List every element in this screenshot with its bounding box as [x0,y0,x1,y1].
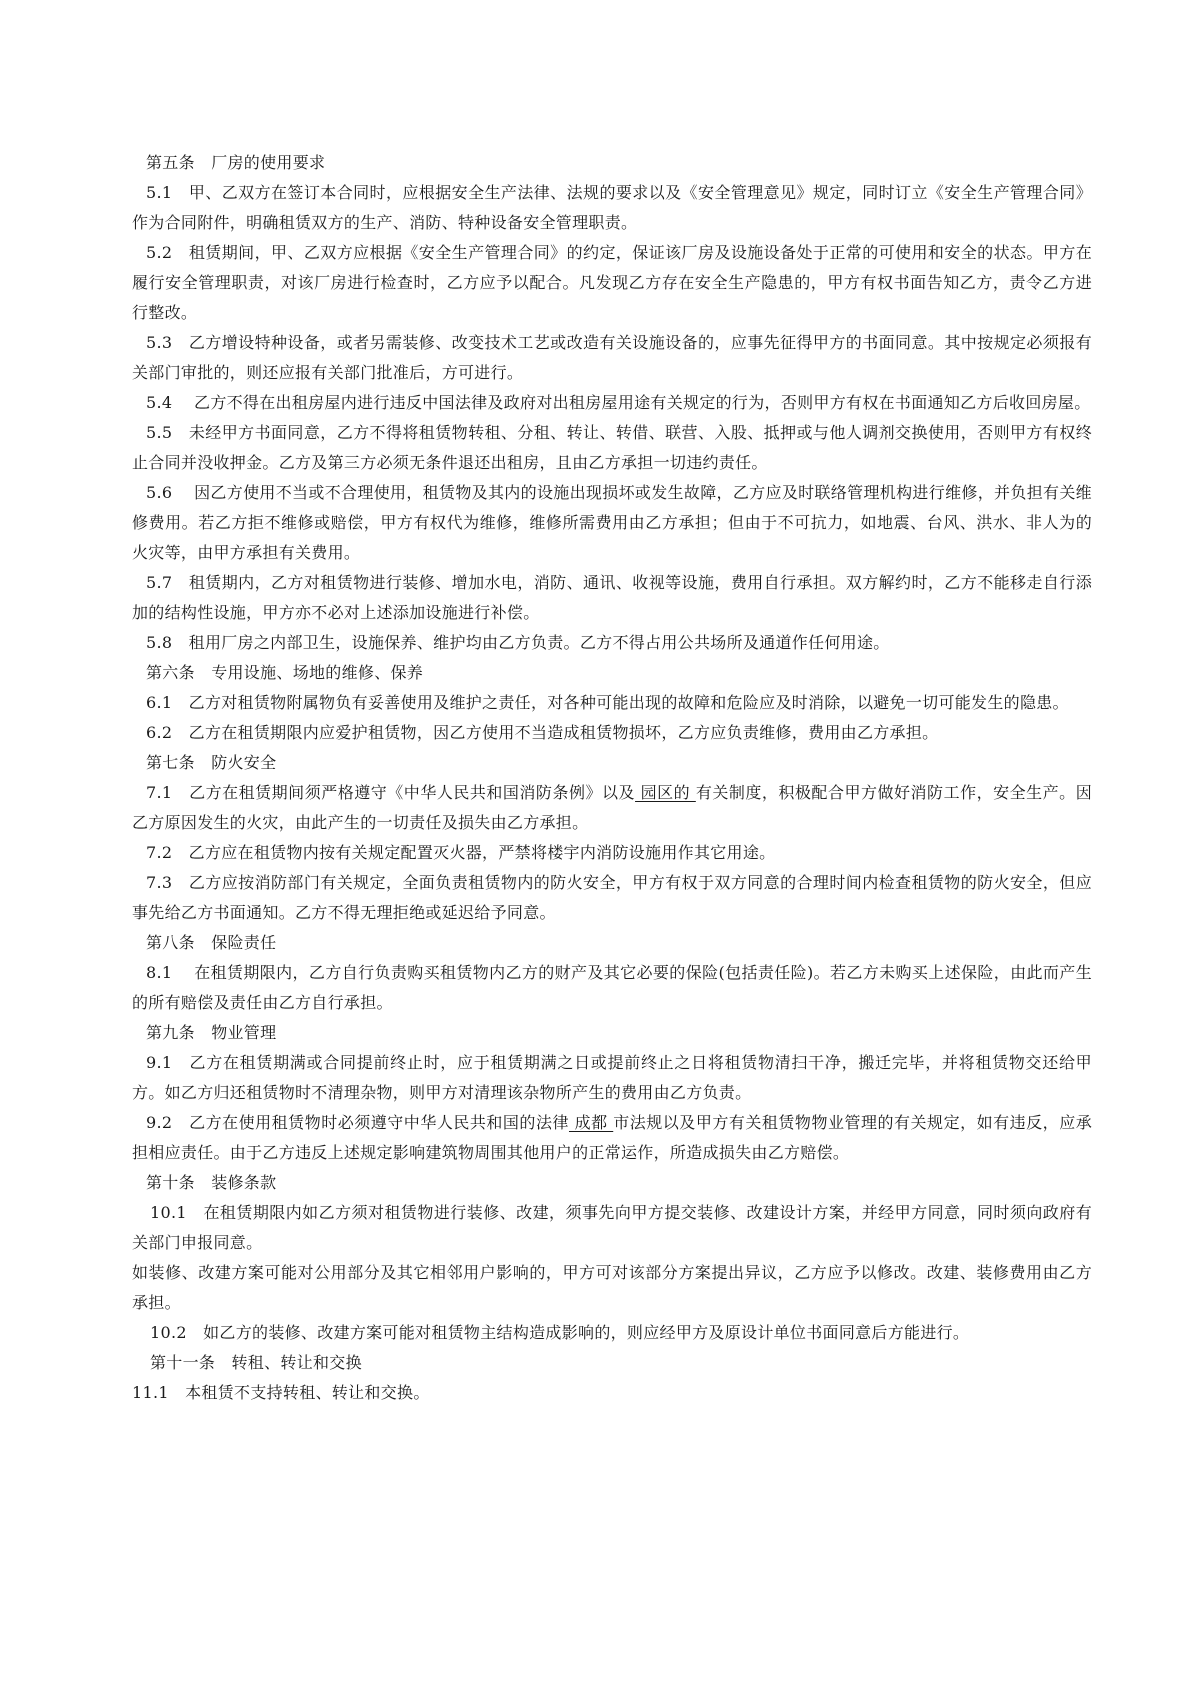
clause-5-8: 5.8 租用厂房之内部卫生，设施保养、维护均由乙方负责。乙方不得占用公共场所及通道作任何用途。 [146,633,890,652]
clause-9-2-text-b: 市法规以及甲方有关租赁物物业管理的有关规定，如有违反，应承担相应责任。由于乙方违反上述规定影响建筑物周围其他用户的正常运作，所造成损失由乙方赔偿。 [132,1113,1093,1162]
contract-body [132,148,1092,1408]
clause-5-5: 5.5 未经甲方书面同意，乙方不得将租赁物转租、分租、转让、转借、联营、入股、抵押或与他人调剂交换使用，否则甲方有权终止合同并没收押金。乙方及第三方必须无条件退还出租房，且由乙方承担一切违约责任。 [132,423,1092,472]
article-7-heading: 第七条 防火安全 [146,753,277,772]
park-blank: 园区的 [635,783,696,802]
clause-7-3: 7.3 乙方应按消防部门有关规定，全面负责租赁物内的防火安全，甲方有权于双方同意的合理时间内检查租赁物的防火安全，但应事先给乙方书面通知。乙方不得无理拒绝或延迟给予同意。 [132,873,1092,922]
clause-10-1-continued: 如装修、改建方案可能对公用部分及其它相邻用户影响的，甲方可对该部分方案提出异议，乙方应予以修改。改建、装修费用由乙方承担。 [132,1263,1092,1312]
city-blank: 成都 [568,1113,614,1132]
article-8-heading: 第八条 保险责任 [146,933,277,952]
clause-5-2: 5.2 租赁期间，甲、乙双方应根据《安全生产管理合同》的约定，保证该厂房及设施设备处于正常的可使用和安全的状态。甲方在履行安全管理职责，对该厂房进行检查时，乙方应予以配合。凡发现乙方存在安全生产隐患的，甲方有权书面告知乙方，责令乙方进行整改。 [132,243,1092,322]
clause-11-1: 11.1 本租赁不支持转租、转让和交换。 [132,1383,430,1402]
clause-9-2-text-a: 9.2 乙方在使用租赁物时必须遵守中华人民共和国的法律 [146,1113,569,1132]
article-11-heading: 第十一条 转租、转让和交换 [150,1353,362,1372]
clause-5-6: 5.6 因乙方使用不当或不合理使用，租赁物及其内的设施出现损坏或发生故障，乙方应及时联络管理机构进行维修，并负担有关维修费用。若乙方拒不维修或赔偿，甲方有权代为维修，维修所需费用由乙方承担；但由于不可抗力，如地震、台风、洪水、非人为的火灾等，由甲方承担有关费用。 [132,483,1092,562]
article-10-heading: 第十条 装修条款 [146,1173,277,1192]
clause-5-7: 5.7 租赁期内，乙方对租赁物进行装修、增加水电，消防、通讯、收视等设施，费用自行承担。双方解约时，乙方不能移走自行添加的结构性设施，甲方亦不必对上述添加设施进行补偿。 [132,573,1092,622]
clause-7-2: 7.2 乙方应在租赁物内按有关规定配置灭火器，严禁将楼宇内消防设施用作其它用途。 [146,843,776,862]
article-5-heading: 第五条 厂房的使用要求 [146,153,326,172]
clause-8-1: 8.1 在租赁期限内，乙方自行负责购买租赁物内乙方的财产及其它必要的保险(包括责任险)。若乙方未购买上述保险，由此而产生的所有赔偿及责任由乙方自行承担。 [132,963,1092,1012]
article-6-heading: 第六条 专用设施、场地的维修、保养 [146,663,424,682]
article-9-heading: 第九条 物业管理 [146,1023,277,1042]
clause-7-1 [132,778,1092,838]
clause-7-1-text-a: 7.1 乙方在租赁期间须严格遵守《中华人民共和国消防条例》以及 [146,783,636,802]
clause-10-2: 10.2 如乙方的装修、改建方案可能对租赁物主结构造成影响的，则应经甲方及原设计单位书面同意后方能进行。 [150,1323,970,1342]
clause-9-1: 9.1 乙方在租赁期满或合同提前终止时，应于租赁期满之日或提前终止之日将租赁物清扫干净，搬迁完毕，并将租赁物交还给甲方。如乙方归还租赁物时不清理杂物，则甲方对清理该杂物所产生的费用由乙方负责。 [132,1053,1092,1102]
clause-5-4: 5.4 乙方不得在出租房屋内进行违反中国法律及政府对出租房屋用途有关规定的行为，否则甲方有权在书面通知乙方后收回房屋。 [146,393,1091,412]
clause-6-2: 6.2 乙方在租赁期限内应爱护租赁物，因乙方使用不当造成租赁物损坏，乙方应负责维修，费用由乙方承担。 [146,723,939,742]
clause-10-1: 10.1 在租赁期限内如乙方须对租赁物进行装修、改建，须事先向甲方提交装修、改建设计方案，并经甲方同意，同时须向政府有关部门申报同意。 [132,1203,1092,1252]
clause-5-3: 5.3 乙方增设特种设备，或者另需装修、改变技术工艺或改造有关设施设备的，应事先征得甲方的书面同意。其中按规定必须报有关部门审批的，则还应报有关部门批准后，方可进行。 [132,333,1092,382]
clause-9-2 [132,1108,1092,1168]
clause-6-1: 6.1 乙方对租赁物附属物负有妥善使用及维护之责任，对各种可能出现的故障和危险应及时消除，以避免一切可能发生的隐患。 [146,693,1069,712]
clause-5-1: 5.1 甲、乙双方在签订本合同时，应根据安全生产法律、法规的要求以及《安全管理意见》规定，同时订立《安全生产管理合同》作为合同附件，明确租赁双方的生产、消防、特种设备安全管理职责。 [132,183,1092,232]
clause-7-1-text-b: 有关制度，积极配合甲方做好消防工作，安全生产。因乙方原因发生的火灾，由此产生的一切责任及损失由乙方承担。 [132,783,1093,832]
